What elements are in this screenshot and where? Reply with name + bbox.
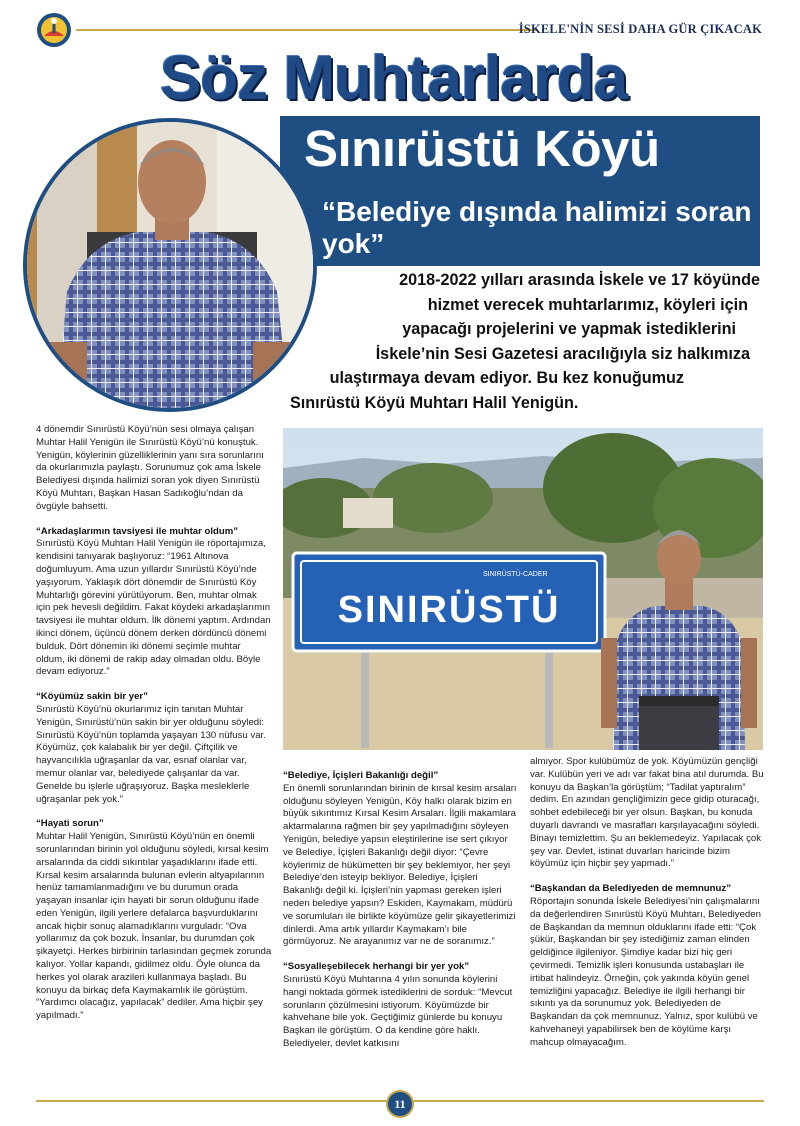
intro-paragraph [290,268,760,415]
intro-line: İskele’nin Sesi Gazetesi aracılığıyla siz halkımıza [375,344,750,363]
lead-paragraph: 4 dönemdir Sınırüstü Köyü’nün sesi olmaya çalışan Muhtar Halil Yenigün ile Sınırüstü Köyü’nü konuştuk. Yenigün, köylerinin güzelliklerinin yanı sıra sorunlarını da okurlarımızla paylaştı. Sorunumuz çok ama İskele Belediyesi dışında halimizi soran yok diyen Sınırüstü Köyü Muhtarı, Başkan Hasan Sadıkoğlu’ndan da övgüyle bahsetti. [36,424,264,512]
section-heading: “Sosyalleşebilecek herhangi bir yer yok” [283,961,470,973]
sign-small-text: SINIRÜSTÜ-CADER [483,571,548,578]
sign-text: SINIRÜSTÜ [337,589,561,631]
headline-quote: “Belediye dışında halimizi soran yok” [322,196,752,260]
section-4 [283,770,519,949]
section-3 [36,818,272,1023]
section-body: Röportajın sonunda İskele Belediyesi’nin çalışmalarını da değerlendiren Sınırüstü Köyü Muhtarı, Belediyeden de Başkandan da memnun olduklarını ifade etti: “Çok şükür, Başkandan bir şey istediğimiz zaman elinden geldiğince ilgileniyor. Şimdiye kadar bizi hiç geri çevirmedi. Temizlik işleri konusunda ustabaşları ile irtibat halindeyiz. Örneğin, çok yakında köyün genel temizliğini yapacağız. Belediye ile ilgili herhangi bir sıkıntı ya da sorunumuz yok. Belediyeden de Başkandan da çok memnunuz. Yalnız, spor kulübü ve kahvehaneyi yapabilirsek ben de köylüme karşı mahcup olmayacağım. [530,895,761,1048]
header-slogan: İSKELE'NİN SESİ DAHA GÜR ÇIKACAK [518,22,762,36]
section-heading: “Belediye, İçişleri Bakanlığı değil” [283,770,439,781]
intro-line: 2018-2022 yılları arasında İskele ve 17 köyünde [399,271,760,289]
section-heading: “Hayati sorun” [36,818,104,830]
article-column-2 [283,770,519,1063]
sub-title: Sınırüstü Köyü [304,120,660,177]
section-body: Muhtar Halil Yenigün, Sınırüstü Köyü’nün en önemli sorunlarından birinin yol olduğunu söyledi, kırsal kesim arsalarında da ciddi sıkıntılar yaşadıklarını ifade etti. Kırsal kesim arsalarında bulunan evlerin altyapılarının henüz tamamlanmadığını ve bu durumun orada yaşayan insanlar için hayati bir sorun olduğunu ifade eden Yenigün, ilgili yerlere defalarca başvurduklarını ancak hiçbir sonuç alamadıklarını vurguladı: “Ova yollarımız da çok bozuk. İnsanlar, bu durumdan çok şikayetçi. Herkes birbirinin tarlasından geçmek zorunda kalıyor. Yollar kapandı, gidilmez oldu. Öyle olunca da herkes yol olarak arazileri kullanmaya başladı. Bu konuyu da birkaç defa Kaymakamlık ile görüştüm. “Yardımcı olacağız, yapılacak” dediler. Ama hiçbir şey yapılmadı.” [36,831,272,1022]
article-column-1 [36,424,272,1035]
intro-line: Sınırüstü Köyü Muhtarı Halil Yenigün. [290,393,579,412]
section-heading: “Köyümüz sakin bir yer” [36,691,148,703]
section-6 [530,883,766,1049]
section-heading: “Başkandan da Belediyeden de memnunuz” [530,883,731,895]
intro-line: hizmet verecek muhtarlarımız, köyleri için [427,295,748,314]
portrait-photo [23,118,317,412]
section-body: Sınırüstü Köyü Muhtarı Halil Yenigün ile röportajımıza, kendisini tanıyarak başlıyoruz: “1961 Altınova doğumluyum. Ama uzun yıllardır Sınırüstü Köyü’nde yaşıyorum. Yaklaşık dört dönemdir de Sınırüstü Köy Muhtarlığı görevini yürütüyorum. Ben, muhtar olmak için pek hevesli değildim. Fakat köydeki arkadaşlarımın tavsiyesi ile muhtar oldum. İlk dönemi yaptım. Ardından ikinci dönem, üçüncü dönem derken dördüncü dönemi bulduk. Dört dönemin iki dönemi seçimle muhtar oldum, iki dönemi de rakip aday olmadan oldu. Böyle devam ediyoruz.” [36,538,271,678]
section-1 [36,526,272,680]
section-body: Sınırüstü Köyü Muhtarına 4 yılın sonunda köylerini hangi noktada görmek istediklerini de sorduk: “Mevcut sorunların çözülmesini istiyorum. Köyümüzde bir kahvehane bile yok. Geçtiğimiz günlerde bu konuyu Başkan ile görüştüm. O da kendine göre haklı. Belediyeler, devlet katkısını [283,973,513,1049]
section-2 [36,691,272,806]
village-sign-photo [283,428,763,750]
section-continued: almıyor. Spor kulübümüz de yok. Köyümüzün gençliği var. Kulübün yeri ve adı var fakat bina atıl durumda. Bu konuyu da Başkan’la görüştüm; “Tadilat yaptıralım” dedim. En azından gençliğimizin gece gidip oturacağı, sohbet edebileceği bir yer olsun. Başkan, bu konuda duyarlı davrandı ve masrafları karşılayacağını söyledi. Binayı temizlettim. Şu an beklemedeyiz. Yapılacak çok şey var. Devlet, istinat duvarları haricinde bizim köyümüz için hiçbir şey yapmadı.” [530,756,764,870]
section-5 [283,961,519,1051]
page-title: Söz Muhtarlarda [160,44,628,113]
page-number: 11 [386,1090,414,1118]
section-body: En önemli sorunlarından birinin de kırsal kesim arsaları olduğunu söyleyen Yenigün, Köy halkı olarak bizim en büyük sıkıntımız Kırsal Kesim Arsaları. İlgili makamlara aktarmalarına rağmen bir şey yapılmadığını söyleyen Yenigün, belediye yapsın eleştirilerine ise sert çıkıyor ve Belediye, İçişleri Bakanlığı değil diyor: “Çevre köylerimiz de hükümetten bir şey beklemiyor, her şeyi Belediye’den isteyip bekliyor. Belediye, İçişleri Bakanlığı değil ki. İçişleri’nin yapması gereken işleri neden belediye yapsın? Eskiden, Kaymakam, müdürü ve sorumluları ile birlikte köyümüze gelir şikayetlerimizi dinlerdi. Ama artık yıllardır Kaymakam’ı bile görmüyoruz. Ne arayanımız var ne de soranımız.” [283,782,517,948]
newspaper-logo-icon [36,12,72,48]
article-column-3 [530,756,766,1062]
section-heading: “Arkadaşlarımın tavsiyesi ile muhtar oldum” [36,525,239,537]
intro-line: ulaştırmaya devam ediyor. Bu kez konuğumuz [329,369,684,387]
header-rule [76,29,536,31]
section-body: Sınırüstü Köyü’nü okurlarımız için tanıtan Muhtar Yenigün, Sınırüstü’nün sakin bir yer olduğunu söyledi: Sınırüstü Köyü’nün toplamda yaşayan 130 nüfusu var. Köyümüz, çok kalabalık bir yer değil. Çiftçilik ve hayvancılıkla uğraşanlar da var, esnaf olanlar var, memur olanlar var, belediyede çalışanlar da var. Genelde bu işlerle uğraşıyoruz. Başka mesleklerle uğraşanlar pek yok.” [36,703,266,805]
intro-line: yapacağı projelerini ve yapmak istediklerini [402,320,736,338]
